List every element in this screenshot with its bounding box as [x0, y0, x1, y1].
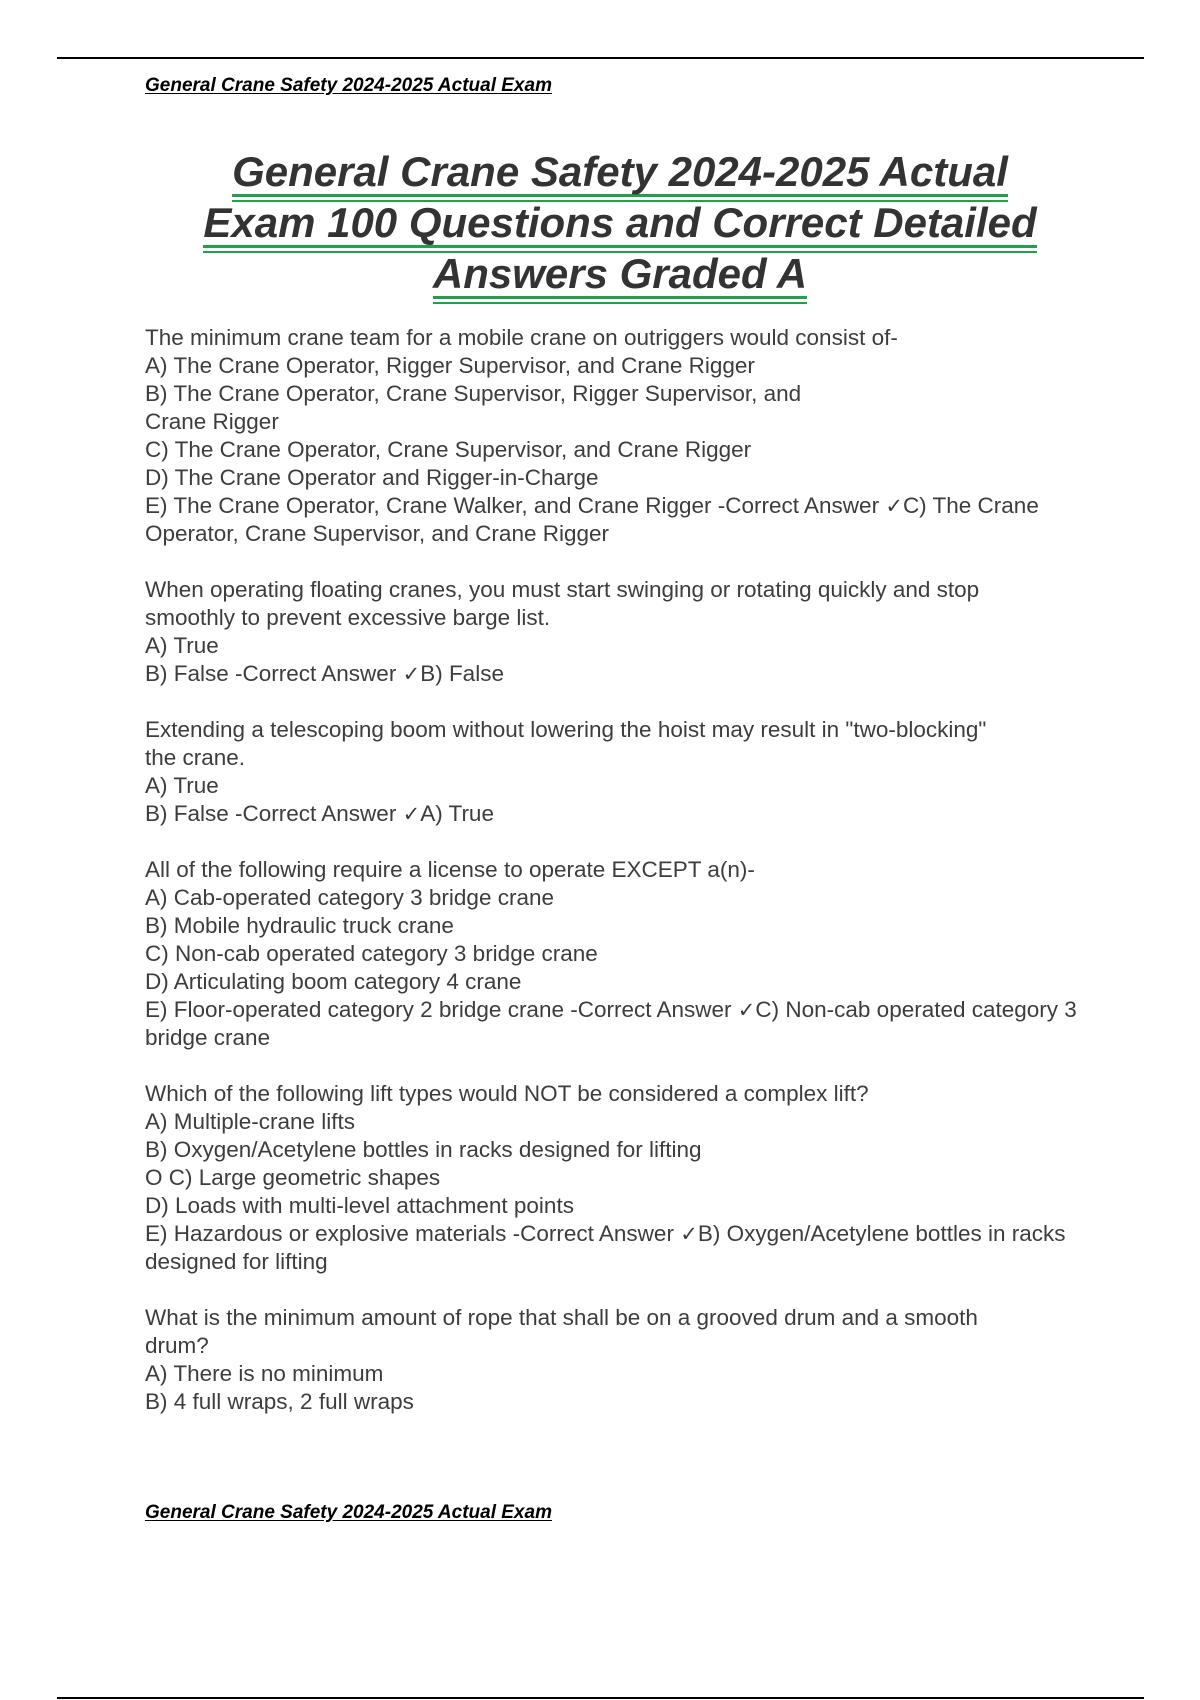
answer-option: E) The Crane Operator, Crane Walker, and Crane Rigger -Correct Answer [145, 493, 886, 518]
checkmark-icon: ✓ [885, 494, 903, 518]
question-text: All of the following require a license to operate EXCEPT a(n)- [145, 857, 755, 882]
question-block [145, 576, 1085, 688]
correct-answer-text: C) Non-cab operated category 3 bridge crane [145, 997, 1077, 1050]
checkmark-icon: ✓ [680, 1222, 698, 1246]
answer-option: B) 4 full wraps, 2 full wraps [145, 1389, 414, 1414]
question-text: Which of the following lift types would NOT be considered a complex lift? [145, 1081, 869, 1106]
answer-option: E) Hazardous or explosive materials -Correct Answer [145, 1221, 681, 1246]
answer-option: B) Oxygen/Acetylene bottles in racks designed for lifting [145, 1137, 702, 1162]
question-text: the crane. [145, 745, 246, 770]
answer-option: B) False -Correct Answer [145, 801, 403, 826]
running-footer: General Crane Safety 2024-2025 Actual Exam [145, 1502, 552, 1523]
answer-option: D) Loads with multi-level attachment points [145, 1193, 574, 1218]
question-text: What is the minimum amount of rope that shall be on a grooved drum and a smooth [145, 1305, 978, 1330]
correct-answer-text: A) True [420, 801, 494, 826]
question-block [145, 324, 1085, 548]
question-block [145, 856, 1085, 1052]
correct-answer-text: B) Oxygen/Acetylene bottles in racks designed for lifting [145, 1221, 1066, 1274]
answer-option: C) The Crane Operator, Crane Supervisor, and Crane Rigger [145, 437, 752, 462]
bottom-rule [57, 1697, 1144, 1699]
answer-option: D) Articulating boom category 4 crane [145, 969, 522, 994]
question-text: Extending a telescoping boom without lowering the hoist may result in "two-blocking" [145, 717, 987, 742]
answer-option: E) Floor-operated category 2 bridge crane -Correct Answer [145, 997, 738, 1022]
document-title [120, 146, 1120, 299]
answer-option: Crane Rigger [145, 409, 279, 434]
answer-option: A) True [145, 773, 219, 798]
answer-option: A) There is no minimum [145, 1361, 384, 1386]
question-block [145, 716, 1085, 828]
answer-option: D) The Crane Operator and Rigger-in-Charge [145, 465, 599, 490]
answer-option: B) The Crane Operator, Crane Supervisor, Rigger Supervisor, and [145, 381, 802, 406]
checkmark-icon: ✓ [402, 802, 421, 826]
checkmark-icon: ✓ [402, 662, 421, 686]
correct-answer-text: C) The Crane Operator, Crane Supervisor, and Crane Rigger [145, 493, 1039, 546]
answer-option: B) False -Correct Answer [145, 661, 403, 686]
answer-option: A) The Crane Operator, Rigger Supervisor, and Crane Rigger [145, 353, 755, 378]
question-text: The minimum crane team for a mobile crane on outriggers would consist of- [145, 325, 898, 350]
question-text: drum? [145, 1333, 209, 1358]
answer-option: A) True [145, 633, 219, 658]
correct-answer-line [145, 660, 1085, 688]
question-block [145, 1080, 1085, 1276]
top-rule [57, 57, 1144, 59]
answer-option: O C) Large geometric shapes [145, 1165, 441, 1190]
correct-answer-line [145, 800, 1085, 828]
answer-option: A) Cab-operated category 3 bridge crane [145, 885, 554, 910]
checkmark-icon: ✓ [737, 998, 756, 1022]
running-header: General Crane Safety 2024-2025 Actual Exam [145, 75, 552, 96]
title-line-3: Answers Graded A [432, 250, 808, 297]
correct-answer-line [145, 1220, 1085, 1276]
answer-option: B) Mobile hydraulic truck crane [145, 913, 454, 938]
answer-option: A) Multiple-crane lifts [145, 1109, 356, 1134]
title-line-1: General Crane Safety 2024-2025 Actual [232, 148, 1008, 195]
question-text: When operating floating cranes, you must start swinging or rotating quickly and stop [145, 577, 980, 602]
question-block [145, 1304, 1085, 1416]
title-line-2: Exam 100 Questions and Correct Detailed [203, 199, 1037, 246]
correct-answer-text: B) False [420, 661, 504, 686]
correct-answer-line [145, 492, 1085, 548]
answer-option: C) Non-cab operated category 3 bridge crane [145, 941, 598, 966]
question-list [145, 324, 1085, 1444]
correct-answer-line [145, 996, 1085, 1052]
question-text: smoothly to prevent excessive barge list. [145, 605, 551, 630]
